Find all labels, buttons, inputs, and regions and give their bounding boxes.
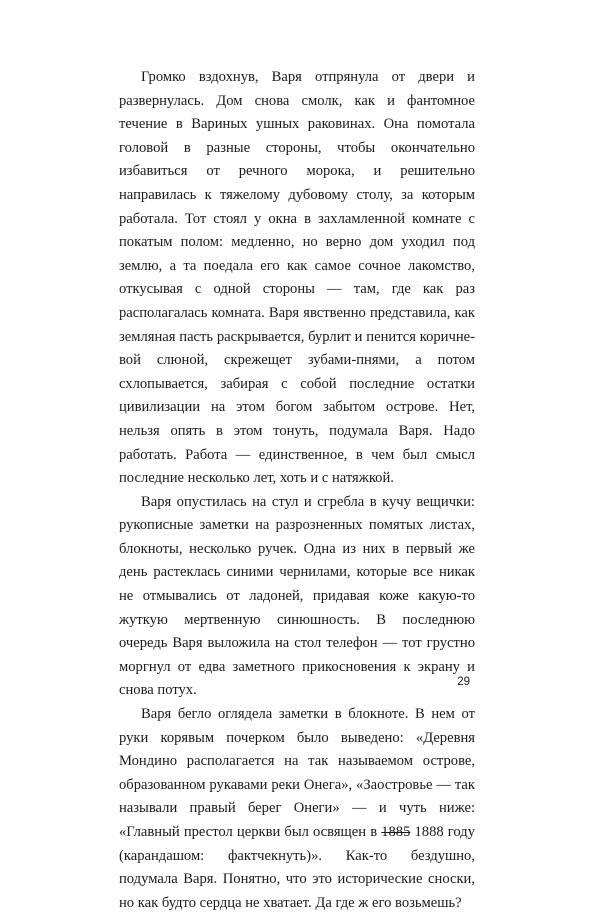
- paragraph-3-text-before: Варя бегло оглядела заметки в блокноте. В нем от руки корявым почерком было выведено: «Деревня Мондино располагается на так называемом острове, образованном рукавами реки Онега», «Заостровье — так называли правый берег Онеги» — и чуть ниже: «Главный престол церкви был освящен в: [119, 706, 475, 840]
- paragraph-3: [119, 703, 475, 915]
- paragraph-3-text-after: 1888 году (карандашом: фактчекнуть)». Как-то бездушно, подумала Варя. Понятно, что это исторические сноски, но как будто сердца не хватает. Да где ж его возьмешь?: [119, 824, 475, 911]
- paragraph-1: Громко вздохнув, Варя отпрянула от двери и развернулась. Дом снова смолк, как и фантомное течение в Вариных ушных раковинах. Она помотала головой в разные стороны, чтобы окончательно избавиться от речного морока, и решительно направилась к тяжелому дубовому столу, за которым работала. Тот стоял у окна в захламленной комнате с покатым полом: медленно, но верно дом уходил под землю, а та поедала его как самое сочное лакомство, откусывая с одной стороны — там, где как раз располагалась комната. Варя явственно представила, как земляная пасть раскрывается, бурлит и пенится коричневой слюной, скрежещет зубами-пнями, а потом схлопывается, забирая с собой последние остатки цивилизации на этом богом забытом острове. Нет, нельзя опять в этом тонуть, подумала Варя. Надо работать. Работа — единственное, в чем был смысл последние несколько лет, хоть и с натяжкой.: [119, 69, 475, 487]
- page-number: 29: [457, 676, 470, 688]
- paragraph-2: Варя опустилась на стул и сгребла в кучу вещички: рукописные заметки на разрозненных помятых листах, блокноты, несколько ручек. Одна из них в первый же день растеклась синими чернилами, которые все никак не отмывались от ладоней, придавая коже какую-то жуткую мертвенную синюшность. В последнюю очередь Варя выложила на стол телефон — тот грустно моргнул от едва заметного прикосновения к экрану и снова потух.: [119, 493, 475, 699]
- body-text: [119, 66, 475, 915]
- struck-out-year: 1885: [381, 824, 411, 840]
